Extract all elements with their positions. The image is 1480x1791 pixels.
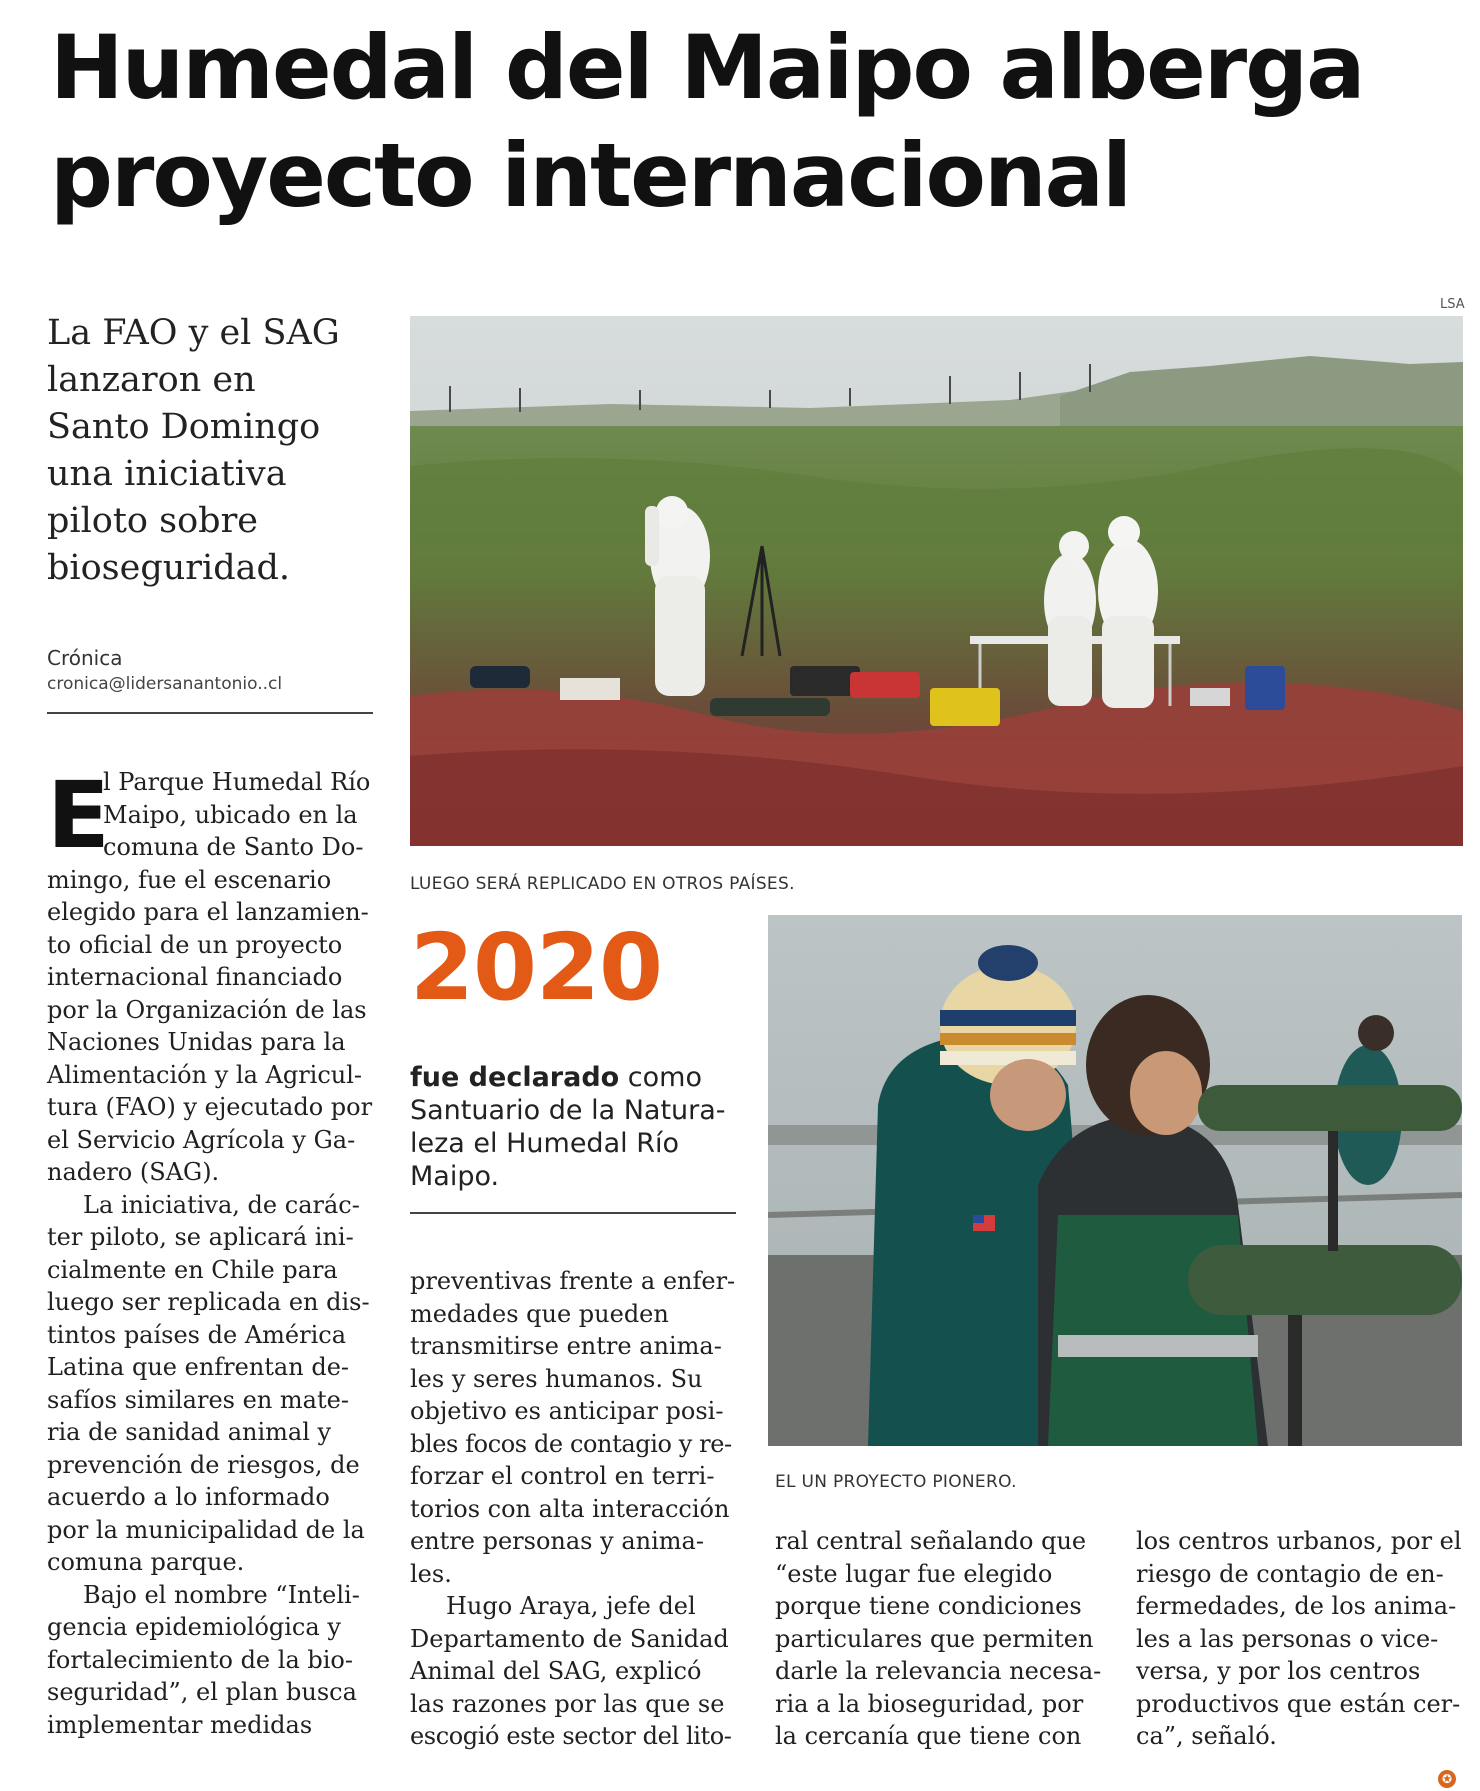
body-line: Hugo Araya, jefe del xyxy=(446,1592,696,1620)
body-line: escogió este sector del lito- xyxy=(410,1722,732,1750)
body-line: implementar medidas xyxy=(47,1710,313,1739)
body-line: Animal del SAG, explicó xyxy=(410,1657,702,1685)
body-line: comuna de Santo Do- xyxy=(103,833,364,861)
body-line: acuerdo a lo informado xyxy=(47,1483,330,1511)
body-line: el Servicio Agrícola y Ga- xyxy=(47,1125,356,1154)
headline-line-1: Humedal del Maipo alberga xyxy=(50,16,1364,119)
fact-line: Santuario de la Natura- xyxy=(410,1095,726,1126)
body-line: elegido para el lanzamien- xyxy=(47,898,369,926)
body-line: transmitirse entre anima- xyxy=(410,1332,722,1360)
body-line: por la Organización de las xyxy=(47,995,367,1024)
deck-line: lanzaron en xyxy=(47,360,256,400)
photo-caption-2: EL UN PROYECTO PIONERO. xyxy=(775,1472,1017,1492)
body-line: medades que pueden xyxy=(410,1299,669,1328)
byline-section: Crónica xyxy=(47,646,123,670)
headline xyxy=(50,14,1470,230)
body-line: porque tiene condiciones xyxy=(775,1592,1082,1620)
body-line: gencia epidemiológica y xyxy=(47,1613,341,1641)
body-line: darle la relevancia necesa- xyxy=(775,1657,1102,1685)
wetland-fieldwork-photo xyxy=(410,316,1463,846)
drop-cap: E xyxy=(47,762,110,869)
body-line: Bajo el nombre “Inteli- xyxy=(83,1580,360,1609)
body-line: les. xyxy=(410,1559,452,1588)
body-line: las razones por las que se xyxy=(410,1689,725,1718)
body-line: preventivas frente a enfer- xyxy=(410,1267,736,1295)
body-line: fermedades, de los anima- xyxy=(1136,1592,1457,1620)
fact-line xyxy=(410,1061,740,1094)
body-line: ria de sanidad animal y xyxy=(47,1418,332,1446)
body-line: forzar el control en terri- xyxy=(410,1462,715,1490)
body-line: les a las personas o vice- xyxy=(1136,1624,1439,1653)
deck-line: piloto sobre xyxy=(47,501,259,541)
photo-caption-1: LUEGO SERÁ REPLICADO EN OTROS PAÍSES. xyxy=(410,874,795,894)
byline-divider xyxy=(47,712,373,714)
deck-line: una iniciativa xyxy=(47,454,287,494)
wetland-fieldwork-illustration xyxy=(410,316,1463,846)
body-line: Naciones Unidas para la xyxy=(47,1028,346,1056)
deck-summary xyxy=(47,310,377,592)
body-line: ter piloto, se aplicará ini- xyxy=(47,1223,354,1251)
body-line: riesgo de contagio de en- xyxy=(1136,1559,1444,1588)
body-column-2 xyxy=(410,1265,736,1753)
body-column-3 xyxy=(775,1525,1101,1753)
body-line: luego ser replicada en dis- xyxy=(47,1288,370,1316)
factbox-divider xyxy=(410,1212,736,1214)
body-line: torios con alta interacción xyxy=(410,1494,730,1523)
body-line: nadero (SAG). xyxy=(47,1158,220,1186)
body-line: tintos países de América xyxy=(47,1320,347,1349)
body-line: tura (FAO) y ejecutado por xyxy=(47,1093,373,1121)
body-line: particulares que permiten xyxy=(775,1624,1094,1653)
body-line: Departamento de Sanidad xyxy=(410,1624,729,1653)
body-line: seguridad”, el plan busca xyxy=(47,1678,357,1706)
body-line: les y seres humanos. Su xyxy=(410,1364,703,1393)
body-line: por la municipalidad de la xyxy=(47,1515,365,1544)
body-line: La iniciativa, de carác- xyxy=(83,1190,360,1219)
body-line: safíos similares en mate- xyxy=(47,1385,349,1414)
body-line: “este lugar fue elegido xyxy=(775,1559,1053,1588)
deck-line: bioseguridad. xyxy=(47,548,291,588)
end-of-article-icon: ✪ xyxy=(1438,1770,1456,1788)
body-column-1 xyxy=(47,762,373,1741)
fact-number: 2020 xyxy=(410,914,663,1021)
byline-email: cronica@lidersanantonio..cl xyxy=(47,674,283,694)
fact-line: Maipo. xyxy=(410,1161,500,1192)
body-column-4 xyxy=(1136,1525,1462,1753)
body-line: ca”, señaló. xyxy=(1136,1722,1277,1750)
body-line: productivos que están cer- xyxy=(1136,1689,1461,1718)
deck-line: La FAO y el SAG xyxy=(47,313,340,353)
deck-line: Santo Domingo xyxy=(47,407,321,447)
body-line: ral central señalando que xyxy=(775,1527,1087,1555)
birdwatching-illustration xyxy=(768,915,1462,1446)
body-line: internacional financiado xyxy=(47,963,343,991)
fact-bold-lead: fue declarado xyxy=(410,1062,620,1093)
birdwatching-photo xyxy=(768,915,1462,1446)
body-line: fortalecimiento de la bio- xyxy=(47,1645,353,1674)
body-line: entre personas y anima- xyxy=(410,1527,704,1555)
body-line: to oficial de un proyecto xyxy=(47,930,343,959)
body-line: Maipo, ubicado en la xyxy=(103,800,358,829)
body-line: los centros urbanos, por el xyxy=(1136,1527,1462,1555)
body-line: la cercanía que tiene con xyxy=(775,1722,1082,1750)
body-line: l Parque Humedal Río xyxy=(103,768,371,796)
headline-line-2: proyecto internacional xyxy=(50,124,1131,227)
body-line: versa, y por los centros xyxy=(1136,1657,1421,1685)
fact-line-rest: como xyxy=(619,1062,702,1093)
body-line: Alimentación y la Agricul- xyxy=(47,1060,363,1089)
body-line: comuna parque. xyxy=(47,1548,245,1576)
photo-credit: LSA xyxy=(1440,297,1465,312)
body-line: Latina que enfrentan de- xyxy=(47,1353,350,1381)
fact-box xyxy=(410,1061,740,1193)
body-line: bles focos de contagio y re- xyxy=(410,1429,732,1458)
body-line: prevención de riesgos, de xyxy=(47,1450,360,1479)
fact-line: leza el Humedal Río xyxy=(410,1128,679,1159)
body-line: cialmente en Chile para xyxy=(47,1255,338,1284)
body-line: mingo, fue el escenario xyxy=(47,865,332,894)
body-line: ria a la bioseguridad, por xyxy=(775,1689,1084,1718)
body-line: objetivo es anticipar posi- xyxy=(410,1397,724,1425)
